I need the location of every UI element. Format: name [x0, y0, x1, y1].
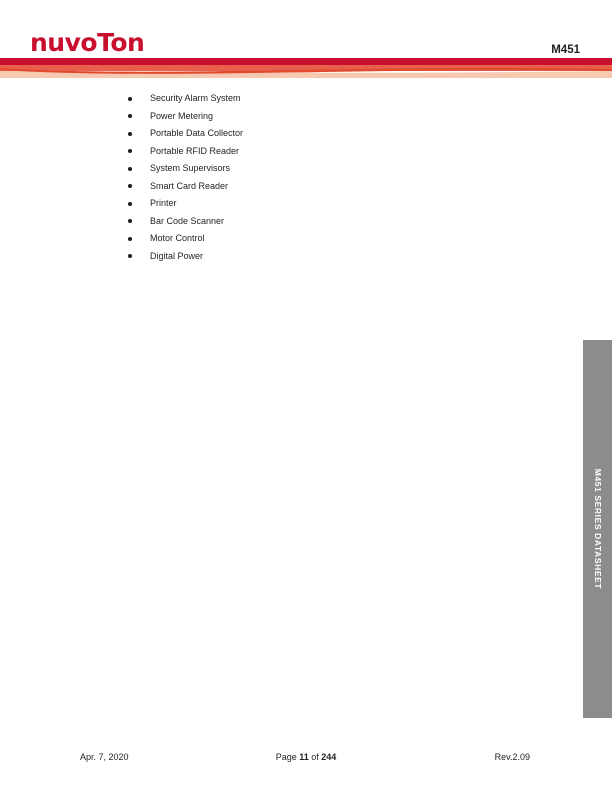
footer-page-total: 244 — [321, 752, 337, 762]
bullet-dot-icon — [128, 132, 132, 136]
nuvoton-logo — [30, 30, 144, 55]
bullet-dot-icon — [128, 114, 132, 118]
bullet-dot-icon — [128, 167, 132, 171]
list-item — [0, 143, 612, 161]
side-tab-label: M451 SERIES DATASHEET — [592, 468, 603, 590]
list-item-label: Digital Power — [150, 250, 204, 261]
list-item-label: Printer — [150, 198, 177, 208]
bullet-dot-icon — [128, 202, 132, 206]
logo-text-part-1: nu — [30, 28, 65, 57]
page-footer — [0, 752, 612, 766]
footer-page-number: 11 — [299, 752, 309, 762]
logo-text-part-2: vo — [64, 28, 98, 57]
footer-date: Apr. 7, 2020 — [80, 752, 129, 762]
bullet-dot-icon — [128, 254, 132, 258]
footer-revision: Rev.2.09 — [494, 752, 530, 762]
list-item-label: Motor Control — [150, 233, 205, 243]
list-item-label: Bar Code Scanner — [150, 215, 225, 226]
bullet-dot-icon — [128, 149, 132, 153]
footer-page-of: of — [308, 752, 322, 762]
bullet-dot-icon — [128, 184, 132, 188]
page-content — [0, 78, 612, 265]
header-document-title: M451 — [551, 44, 580, 56]
list-item-label: Portable Data Collector — [150, 128, 244, 138]
list-item — [0, 90, 612, 108]
band-swoosh-icon — [0, 58, 612, 78]
header-decorative-band — [0, 58, 612, 78]
side-tab-datasheet-marker — [583, 340, 612, 718]
list-item — [0, 108, 612, 126]
list-item-label: Security Alarm System — [150, 93, 241, 103]
list-item — [0, 230, 612, 248]
list-item — [0, 195, 612, 213]
footer-page-prefix: Page — [275, 752, 300, 762]
list-item-label: Power Metering — [150, 110, 214, 121]
bullet-dot-icon — [128, 97, 132, 101]
logo-text-part-3: Ton — [97, 28, 145, 57]
bullet-dot-icon — [128, 219, 132, 223]
bullet-dot-icon — [128, 237, 132, 241]
list-item — [0, 213, 612, 231]
list-item-label: System Supervisors — [150, 163, 231, 173]
list-item — [0, 160, 612, 178]
application-bullet-list — [0, 78, 612, 265]
list-item — [0, 248, 612, 266]
list-item — [0, 178, 612, 196]
list-item-label: Smart Card Reader — [150, 180, 229, 191]
list-item — [0, 125, 612, 143]
page-header — [0, 0, 612, 78]
list-item-label: Portable RFID Reader — [150, 145, 240, 156]
